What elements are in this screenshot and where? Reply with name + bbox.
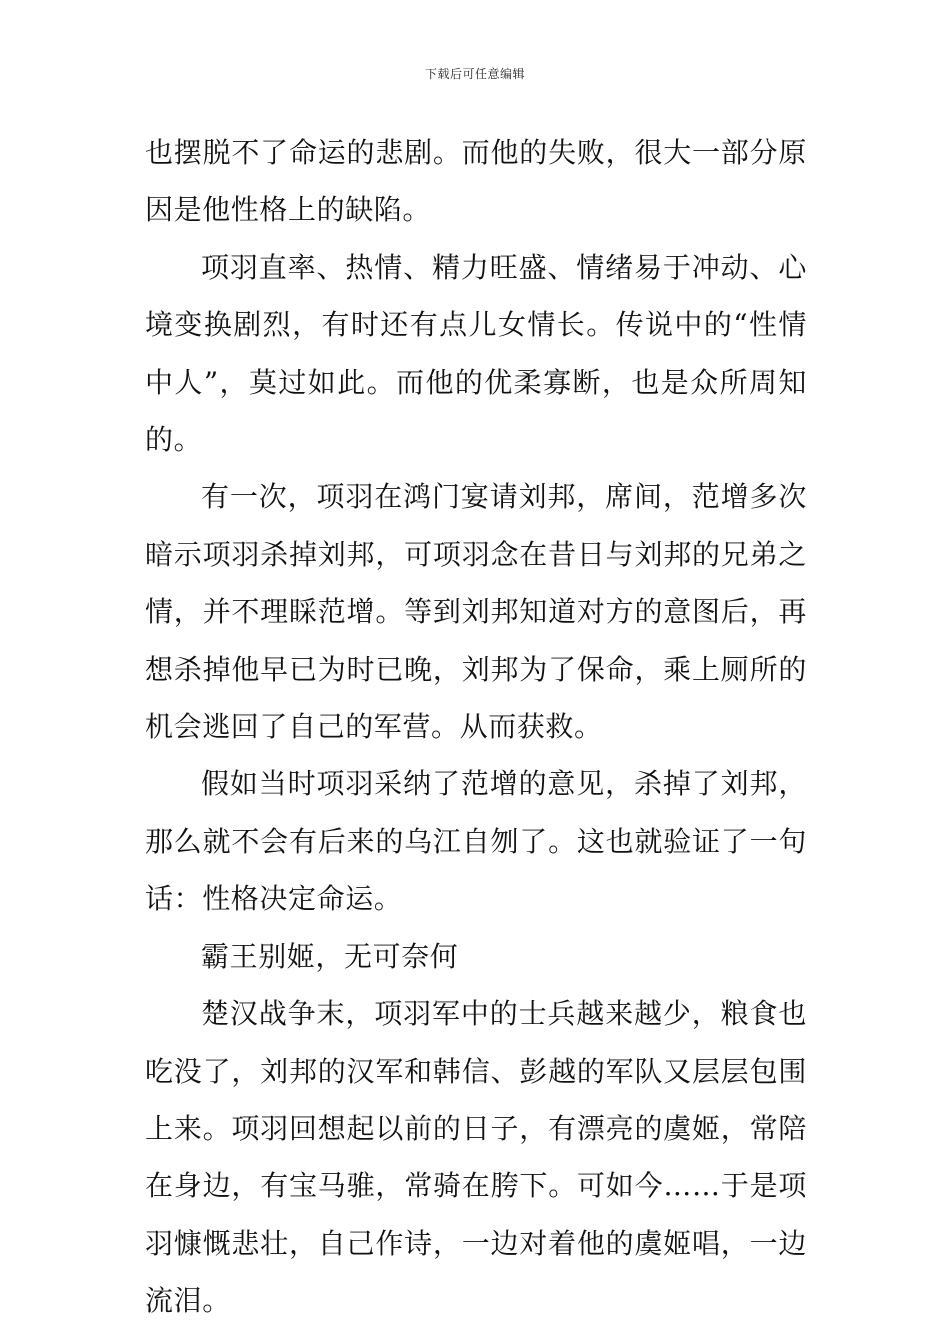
section-heading: 霸王别姬，无可奈何 [201, 939, 459, 973]
paragraph-5: 楚汉战争末，项羽军中的士兵越来越少，粮食也吃没了，刘邦的汉军和韩信、彭越的军队又层层包围上来。项羽回想起以前的日子，有漂亮的虞姬，常陪在身边，有宝马骓，常骑在胯下。可如今……于是项羽慷慨悲壮，自己作诗，一边对着他的虞姬唱，一边流泪。 [145, 997, 807, 1318]
paragraph-4: 假如当时项羽采纳了范增的意见，杀掉了刘邦，那么就不会有后来的乌江自刎了。这也就验证了一句话：性格决定命运。 [145, 767, 807, 916]
page-header: 下载后可任意编辑 [424, 67, 525, 81]
document-body [145, 124, 807, 1330]
paragraph-1: 也摆脱不了命运的悲剧。而他的失败，很大一部分原因是他性格上的缺陷。 [145, 136, 807, 227]
paragraph-2: 项羽直率、热情、精力旺盛、情绪易于冲动、心境变换剧烈，有时还有点儿女情长。传说中的“性情中人”，莫过如此。而他的优柔寡断，也是众所周知的。 [145, 250, 807, 457]
paragraph-3: 有一次，项羽在鸿门宴请刘邦，席间，范增多次暗示项羽杀掉刘邦，可项羽念在昔日与刘邦的兄弟之情，并不理睬范增。等到刘邦知道对方的意图后，再想杀掉他早已为时已晚，刘邦为了保命，乘上厕所的机会逃回了自己的军营。从而获救。 [145, 480, 807, 744]
